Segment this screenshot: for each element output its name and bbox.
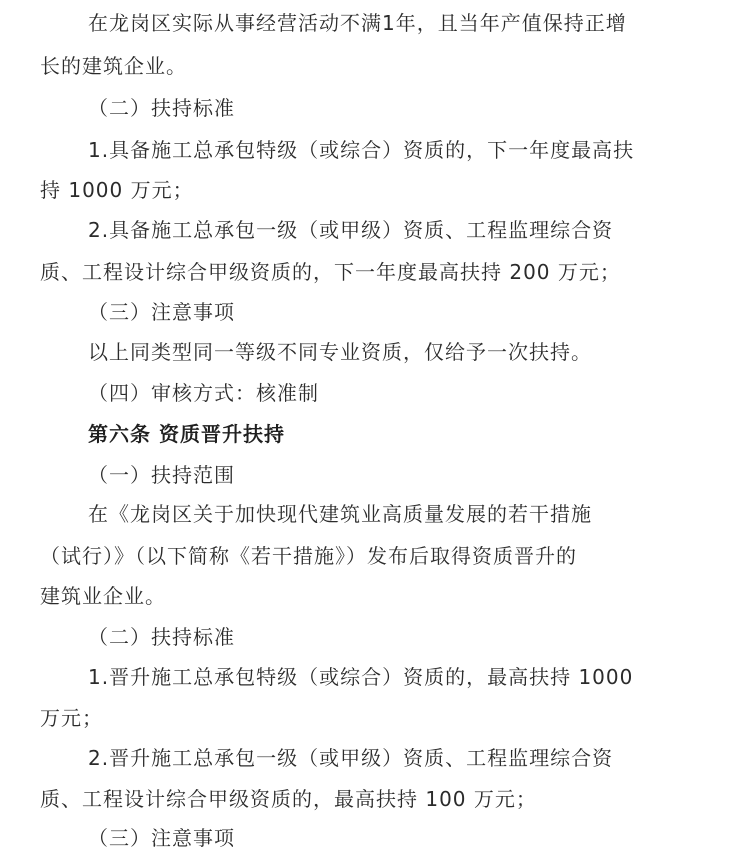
article-title: 第六条 资质晋升扶持 [88, 422, 285, 446]
paragraph-line: 长的建筑企业。 [40, 54, 187, 78]
section-heading: （二）扶持标准 [88, 625, 235, 649]
paragraph-line: 质、工程设计综合甲级资质的，最高扶持 100 万元； [40, 787, 537, 811]
paragraph-line: 2.晋升施工总承包一级（或甲级）资质、工程监理综合资 [88, 746, 614, 770]
section-heading: （三）注意事项 [88, 300, 235, 324]
section-heading: （二）扶持标准 [88, 96, 235, 120]
paragraph-line: 持 1000 万元； [40, 178, 194, 202]
paragraph-line: 在龙岗区实际从事经营活动不满1年，且当年产值保持正增 [88, 11, 627, 35]
section-heading: （一）扶持范围 [88, 463, 235, 487]
paragraph-line: 1.具备施工总承包特级（或综合）资质的，下一年度最高扶 [88, 138, 635, 162]
paragraph-line: 万元； [40, 706, 103, 730]
paragraph-line: 质、工程设计综合甲级资质的，下一年度最高扶持 200 万元； [40, 260, 621, 284]
paragraph-line: 建筑业企业。 [40, 584, 166, 608]
paragraph-line: 以上同类型同一等级不同专业资质，仅给予一次扶持。 [88, 340, 592, 364]
paragraph-line: 2.具备施工总承包一级（或甲级）资质、工程监理综合资 [88, 218, 614, 242]
paragraph-line: （试行）》（以下简称《若干措施》）发布后取得资质晋升的 [40, 544, 577, 568]
section-heading: （三）注意事项 [88, 826, 235, 850]
paragraph-line: 1.晋升施工总承包特级（或综合）资质的，最高扶持 1000 [88, 665, 634, 689]
paragraph-line: 在《龙岗区关于加快现代建筑业高质量发展的若干措施 [88, 502, 592, 526]
section-heading: （四）审核方式：核准制 [88, 381, 319, 405]
